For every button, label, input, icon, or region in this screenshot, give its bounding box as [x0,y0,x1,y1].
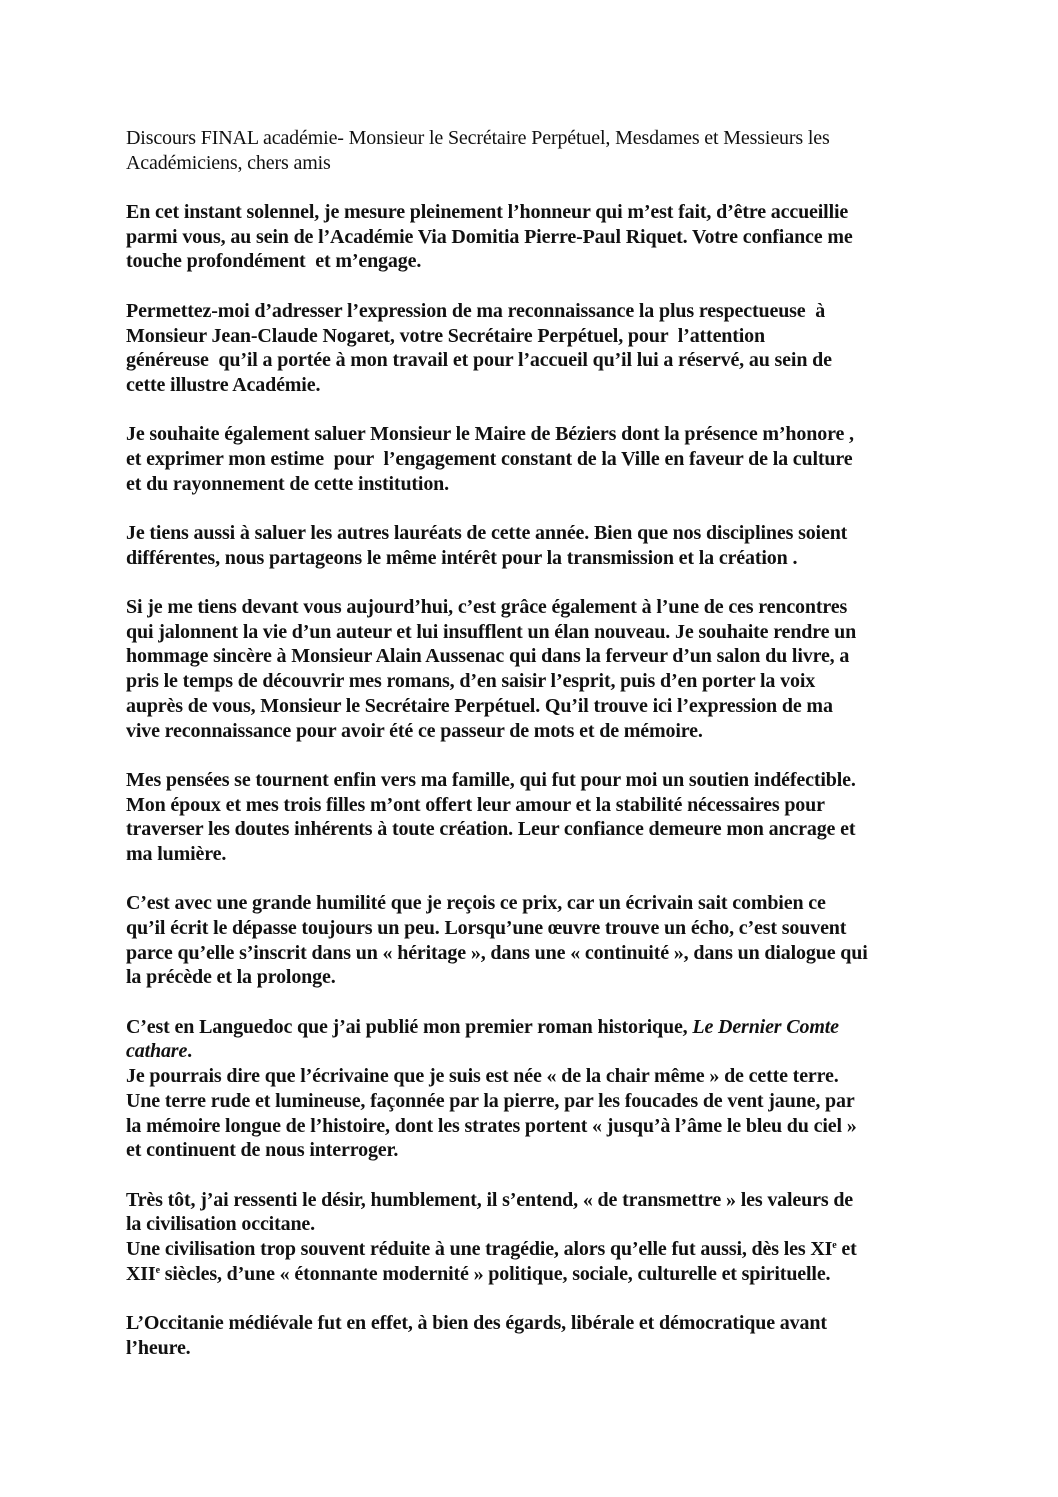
text-line: différentes, nous partageons le même intérêt pour la transmission et la création . [126,546,798,569]
text-line: Mes pensées se tournent enfin vers ma famille, qui fut pour moi un soutien indéfectible. [126,768,856,791]
text-segment: siècles, d’une « étonnante modernité » politique, sociale, culturelle et spirituelle. [159,1262,831,1285]
text-line: Je pourrais dire que l’écrivaine que je suis est née « de la chair même » de cette terre. [126,1065,839,1088]
text-line: la précède et la prolonge. [126,966,336,989]
text-segment: Une civilisation trop souvent réduite à une tragédie, alors qu’elle fut aussi, dès les XI [126,1237,833,1260]
document-page [126,126,1038,1385]
paragraph [126,1188,1038,1287]
text-line: En cet instant solennel, je mesure pleinement l’honneur qui m’est fait, d’être accueillie [126,201,849,224]
text-line: hommage sincère à Monsieur Alain Aussenac qui dans la ferveur d’un salon du livre, a [126,645,850,668]
text-segment: C’est en Languedoc que j’ai publié mon premier roman historique, [126,1015,693,1038]
text-line: Académiciens, chers amis [126,151,331,174]
text-line: pris le temps de découvrir mes romans, d’en saisir l’esprit, puis d’en porter la voix [126,670,816,693]
paragraph [126,1015,1038,1163]
text-line [126,1262,1038,1287]
text-line: Si je me tiens devant vous aujourd’hui, c’est grâce également à l’une de ces rencontres [126,596,848,619]
text-line: C’est avec une grande humilité que je reçois ce prix, car un écrivain sait combien ce [126,892,826,915]
text-line: et continuent de nous interroger. [126,1139,399,1162]
text-line: généreuse qu’il a portée à mon travail et pour l’accueil qu’il lui a réservé, au sein de [126,349,832,372]
paragraph [126,891,1038,990]
text-line: Je souhaite également saluer Monsieur le Maire de Béziers dont la présence m’honore , [126,423,854,446]
italic-title: Le Dernier Comte [692,1015,839,1038]
text-line: Monsieur Jean-Claude Nogaret, votre Secrétaire Perpétuel, pour l’attention [126,324,766,347]
superscript: e [832,1239,837,1251]
superscript: e [155,1264,160,1276]
text-segment: et [836,1237,857,1260]
text-line: qu’il écrit le dépasse toujours un peu. Lorsqu’une œuvre trouve un écho, c’est souvent [126,917,847,939]
text-line: Très tôt, j’ai ressenti le désir, humblement, il s’entend, « de transmettre » les valeurs de [126,1188,854,1211]
text-line: Une terre rude et lumineuse, façonnée par la pierre, par les foucades de vent jaune, par [126,1089,855,1112]
text-line: Mon époux et mes trois filles m’ont offert leur amour et la stabilité nécessaires pour [126,793,825,816]
paragraph [126,299,1038,398]
paragraph [126,521,1038,570]
text-line: cette illustre Académie. [126,373,321,396]
text-line: L’Occitanie médiévale fut en effet, à bien des égards, libérale et démocratique avant [126,1312,827,1334]
text-line: ma lumière. [126,842,227,865]
text-line [126,1237,1038,1262]
text-line: parce qu’elle s’inscrit dans un « héritage », dans une « continuité », dans un dialogue qui [126,941,868,964]
text-line: et exprimer mon estime pour l’engagement constant de la Ville en faveur de la culture [126,447,853,470]
text-segment: . [187,1040,193,1063]
text-line: l’heure. [126,1336,191,1359]
paragraph [126,200,1038,274]
text-line: la mémoire longue de l’histoire, dont les strates portent « jusqu’à l’âme le bleu du ciel » [126,1114,857,1137]
paragraph [126,595,1038,743]
text-line: parmi vous, au sein de l’Académie Via Domitia Pierre-Paul Riquet. Votre confiance me [126,225,853,248]
text-line: Discours FINAL académie- Monsieur le Secrétaire Perpétuel, Mesdames et Messieurs les [126,127,830,149]
text-line: touche profondément et m’engage. [126,250,422,273]
text-line: traverser les doutes inhérents à toute création. Leur confiance demeure mon ancrage et [126,818,856,841]
text-line: et du rayonnement de cette institution. [126,472,450,495]
text-line: Permettez-moi d’adresser l’expression de ma reconnaissance la plus respectueuse à [126,299,826,322]
paragraph [126,768,1038,867]
text-line [126,1039,1038,1064]
text-segment: XII [126,1262,156,1285]
document-body [126,200,1038,1360]
paragraph [126,1311,1038,1360]
text-line: auprès de vous, Monsieur le Secrétaire Perpétuel. Qu’il trouve ici l’expression de ma [126,694,833,717]
text-line [126,1015,1038,1040]
document-title [126,126,1038,175]
text-line: la civilisation occitane. [126,1213,316,1236]
text-line: vive reconnaissance pour avoir été ce passeur de mots et de mémoire. [126,719,703,742]
italic-title: cathare [126,1040,188,1063]
text-line: qui jalonnent la vie d’un auteur et lui insufflent un élan nouveau. Je souhaite rendre un [126,620,857,643]
paragraph [126,422,1038,496]
text-line: Je tiens aussi à saluer les autres lauréats de cette année. Bien que nos disciplines soient [126,522,848,544]
